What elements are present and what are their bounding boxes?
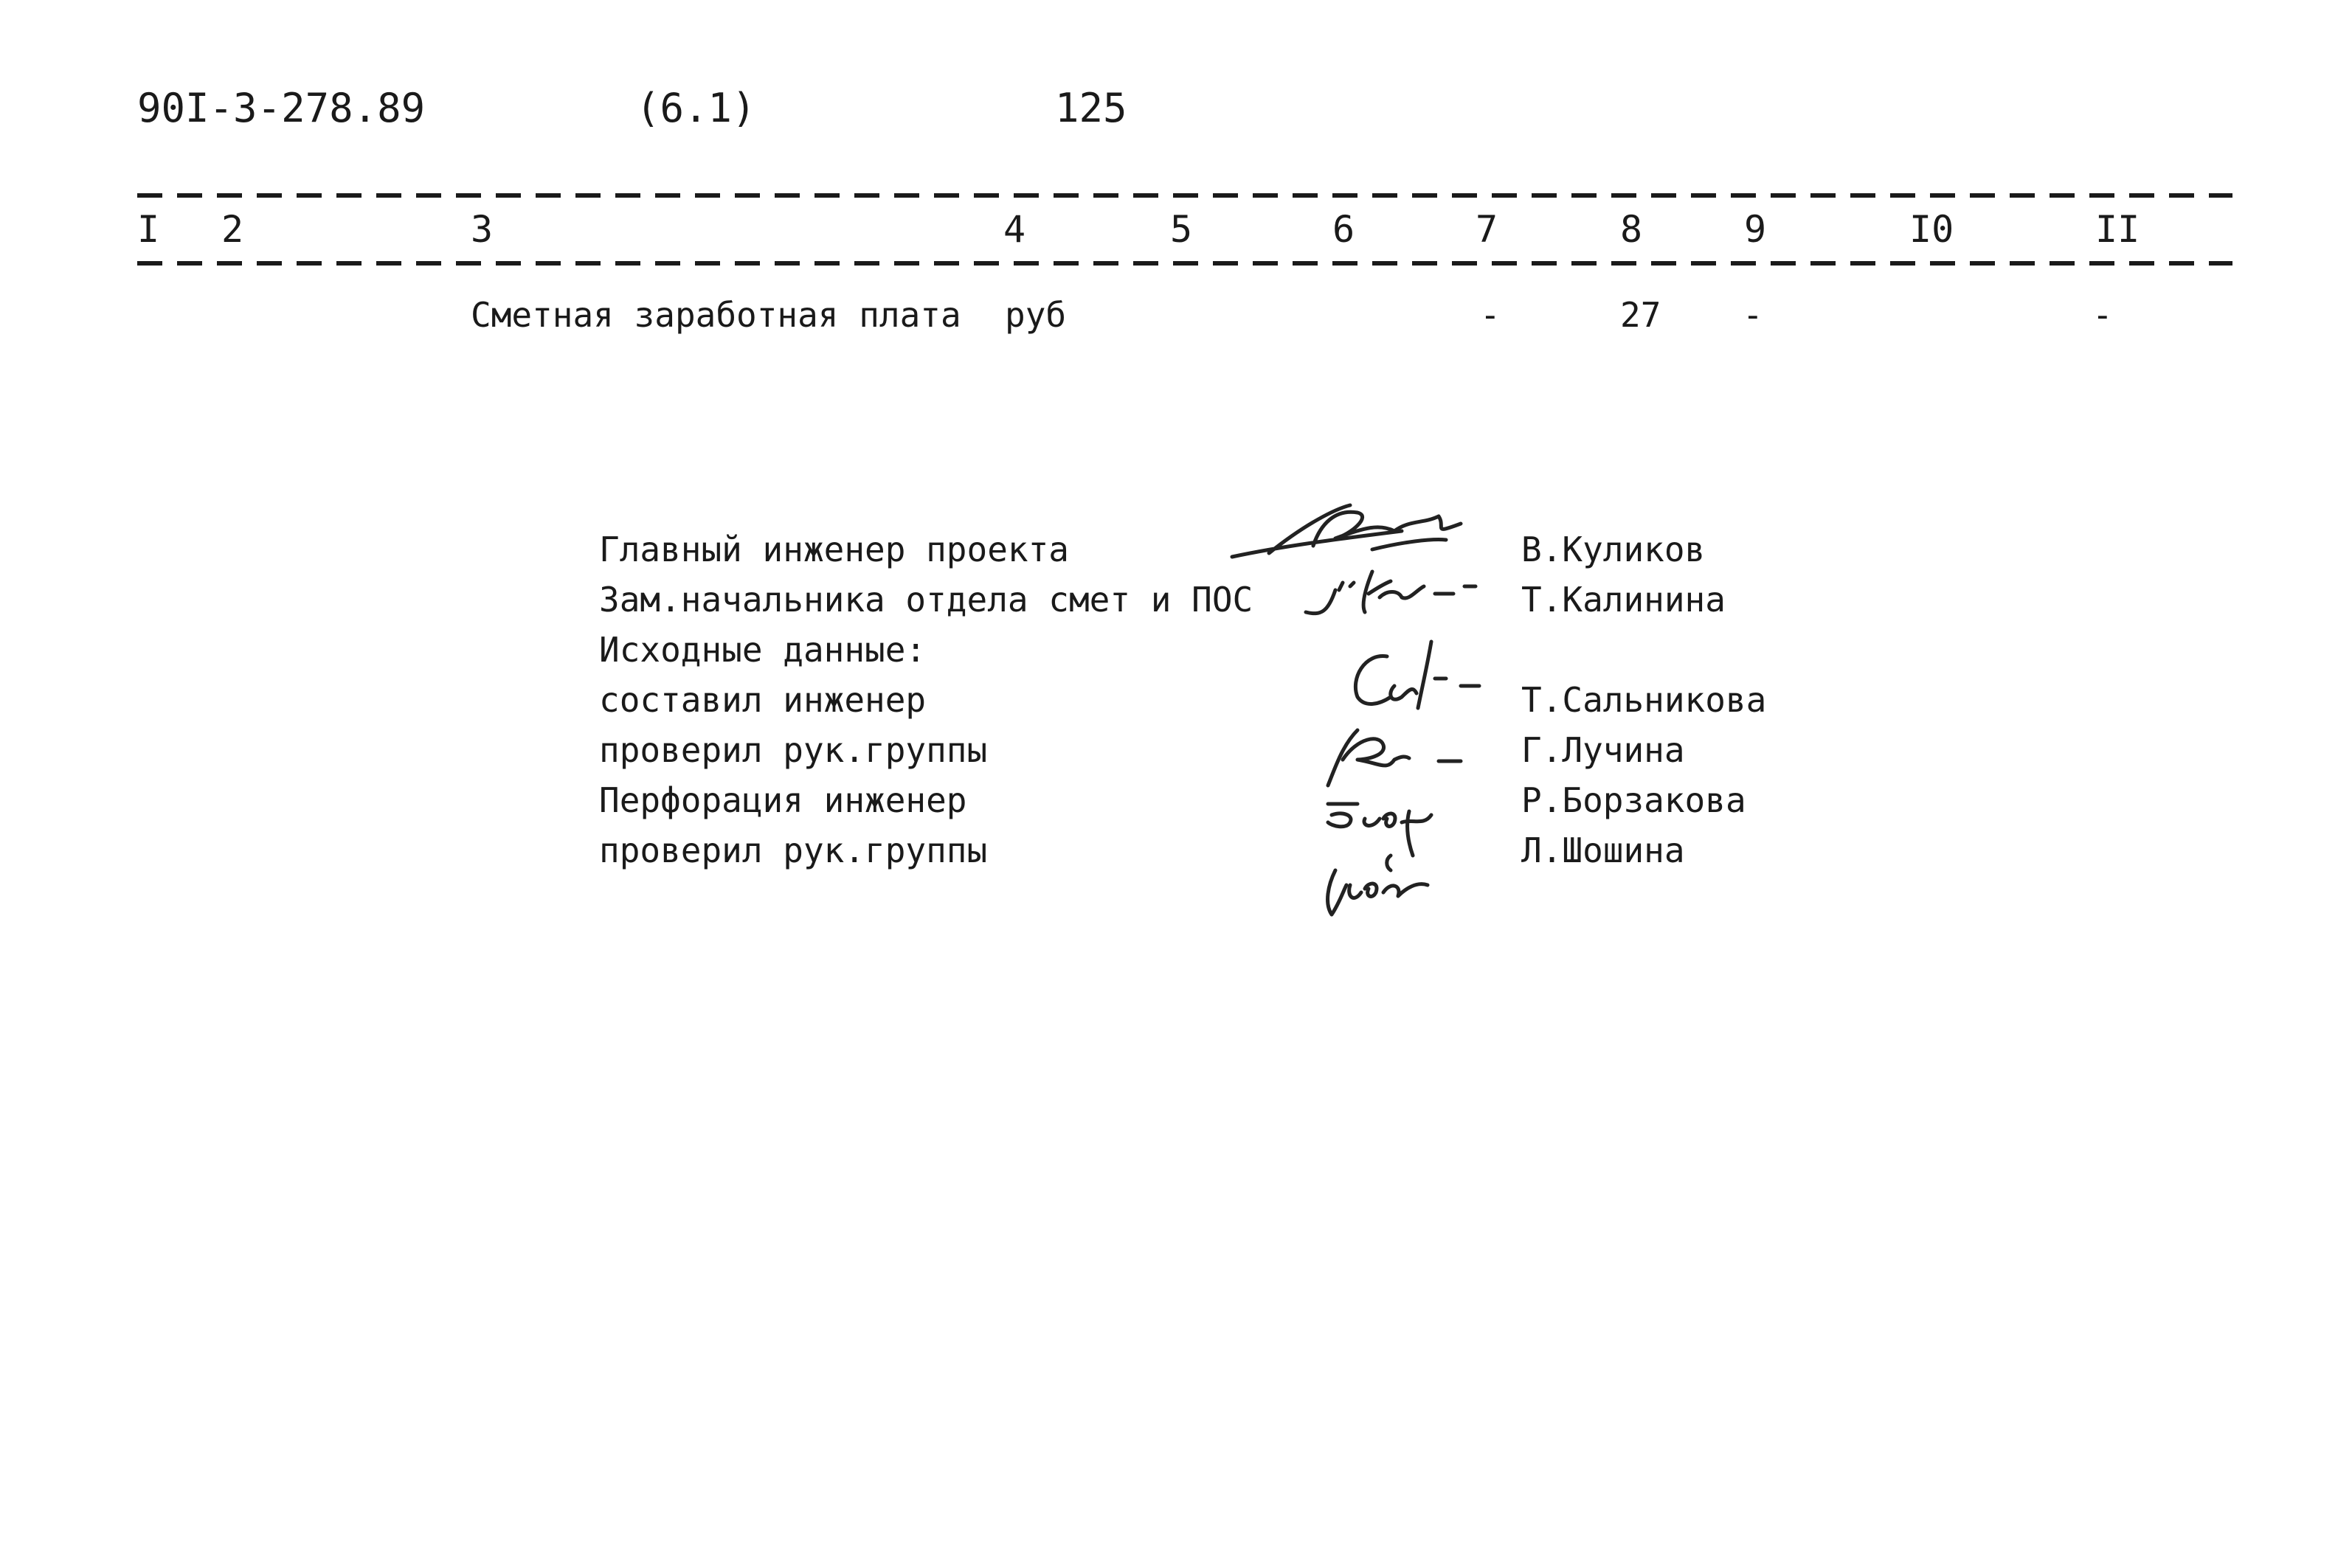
section-label: Исходные данные: xyxy=(599,630,927,670)
signer-role: проверил рук.группы xyxy=(599,830,988,870)
row-unit: руб xyxy=(1005,295,1067,335)
table-header-rule xyxy=(137,261,2232,266)
column-number: 3 xyxy=(471,208,494,251)
column-number: 5 xyxy=(1170,208,1193,251)
column-number: 6 xyxy=(1332,208,1355,251)
column-number: I0 xyxy=(1909,208,1954,251)
cell-col8: 27 xyxy=(1620,295,1661,335)
column-number: II xyxy=(2095,208,2140,251)
cell-col7: - xyxy=(1480,295,1501,335)
signature-shoshina-icon xyxy=(1306,841,1468,922)
signer-role: проверил рук.группы xyxy=(599,730,988,770)
table-top-rule xyxy=(137,193,2232,198)
signer-name: Р.Борзакова xyxy=(1521,780,1746,820)
cell-col9: - xyxy=(1743,295,1763,335)
row-label: Сметная заработная плата xyxy=(471,295,961,335)
signature-salnikova-icon xyxy=(1335,634,1498,723)
section-number: (6.1) xyxy=(636,85,756,131)
signer-role: составил инженер xyxy=(599,680,927,720)
signer-name: В.Куликов xyxy=(1521,530,1706,569)
signer-name: Л.Шошина xyxy=(1521,830,1685,870)
column-number: 9 xyxy=(1744,208,1767,251)
column-number: 7 xyxy=(1476,208,1498,251)
signer-name: Т.Калинина xyxy=(1521,580,1726,620)
column-number: 2 xyxy=(221,208,244,251)
signer-name: Г.Лучина xyxy=(1521,730,1685,770)
column-number: I xyxy=(137,208,160,251)
signer-role: Перфорация инженер xyxy=(599,780,967,820)
column-number: 8 xyxy=(1620,208,1643,251)
signature-kalinina-icon xyxy=(1298,561,1490,627)
signer-role: Главный инженер проекта xyxy=(599,530,1069,569)
document-code: 90I-3-278.89 xyxy=(137,85,426,131)
signer-name: Т.Сальникова xyxy=(1521,680,1767,720)
cell-col11: - xyxy=(2092,295,2113,335)
page-number: 125 xyxy=(1055,85,1127,131)
column-number: 4 xyxy=(1003,208,1026,251)
signer-role: Зам.начальника отдела смет и ПОС xyxy=(599,580,1253,620)
